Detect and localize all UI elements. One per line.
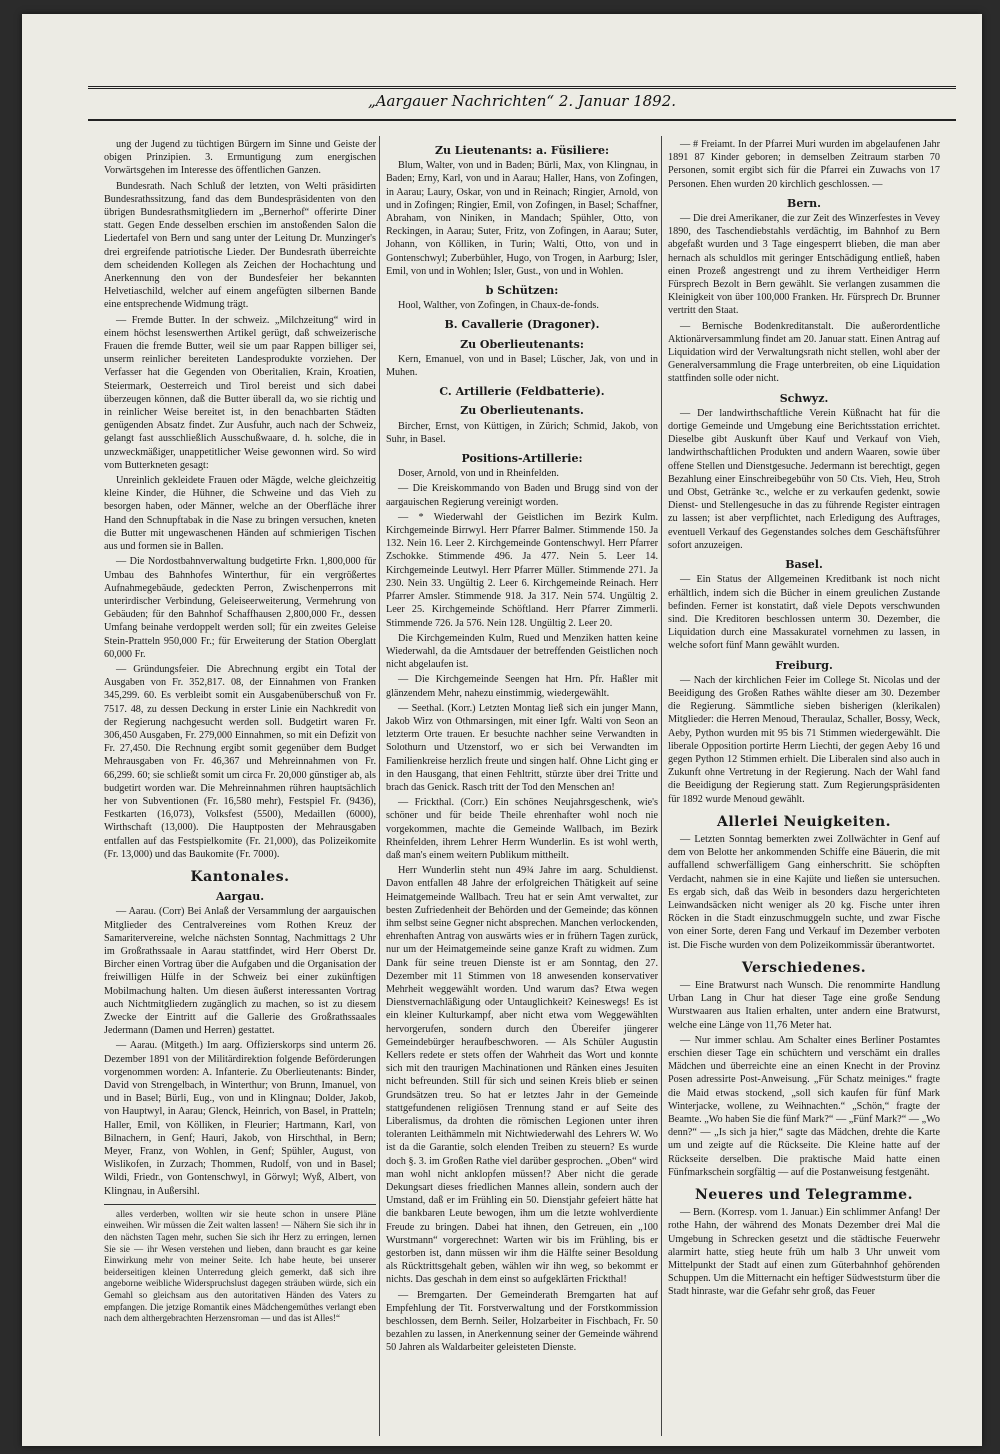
article-wiederwahl: — * Wiederwahl der Geistlichen im Bezirk Kulm. Kirchgemeinde Birrwyl. Herr Pfarrer Balmer. Stimmende 150. Ja 132. Nein 16. Leer 2. Kirchgemeinde Gontenschwyl. Herr Pfarrer Zschokke. Stimmende 496. Ja 477. Nein 5. Leer 14. Kirchgemeinde Leutwyl. Herr Pfarrer Müller. Stimmende 271. Ja 230. Nein 33. Ungültig 2. Leer 6. Kirchgemeinde Reinach. Herr Pfarrer Amsler. Stimmende 918. Ja 317. Nein 574. Ungültig 2. Leer 25. Kirchgemeinde Schöftland. Herr Pfarrer Zimmerli. Stimmende 726. Ja 576. Nein 128. Ungültig 2. Leer 20. — [386, 511, 658, 629]
article-fremde-butter: — Fremde Butter. In der schweiz. „Milchzeitung“ wird in einem höchst lesenswerthen Artikel gerügt, daß schweizerische Frauen die fremde Butter, weil sie um paar Rappen billiger sei, unserm reinlicher bereiteten Landesprodukte vorziehen. Der Verfasser hat die Gegenden von Oberitalien, Krain, Kroatien, Steiermark, Oesterreich und Tirol bereist und sich dabei überzeugen können, daß die Butter überall da, wo sie richtig und in reinlicher Weise bereitet ist, in den benachbarten Städten genügenden Absatz findet. Zur Ausfuhr, auch nach der Schweiz, gelangt fast ausschließlich Ausschußwaare, d. h. solche, die in unzweckmäßiger, unappetitlicher Weise gewonnen wird. So wird vom Butterkneten gesagt: — [104, 314, 376, 471]
page-header — [88, 86, 956, 121]
section-heading-verschiedenes: Verschiedenes. — [741, 959, 867, 976]
article-text: Bircher, Ernst, von Küttigen, in Zürich; Schmid, Jakob, von Suhr, in Basel. — [386, 420, 658, 445]
section-heading-schwyz: Schwyz. — [779, 391, 829, 405]
section-heading-kantonales: Kantonales. — [190, 868, 290, 885]
article-zollwaechter: — Letzten Sonntag bemerkten zwei Zollwächter in Genf auf dem von Belotte her ankommenden Schiffe eine Bäuerin, die mit auffallend schwerfälligem Gang einherschritt. Sie schöpften Verdacht, nahmen sie in eine Kajüte und ließen sie untersuchen. Es ergab sich, daß das Weib in besonders dazu hergerichteten Leinwandsäcken nicht weniger als 20 kg. Fische unter ihren Röcken in die Stadt einzuschmuggeln suchte, und zwar Fische von einer Sorte, deren Fang und Verkauf im Dezember verboten ist. Die Fische wurden von dem Polizeikommissär überantwortet. — [668, 833, 940, 951]
subheading-oberlieutenants: Zu Oberlieutenants: — [460, 337, 584, 351]
article-amerikaner: — Die drei Amerikaner, die zur Zeit des Winzerfestes in Vevey 1890, des Taschendiebstahls verdächtig, im Bahnhof zu Bern abgefaßt wurden und 3 Tage eingesperrt blieben, die man aber hernach als schuldlos mit geringer Entschädigung entließ, haben einen Prozeß angestrengt und zu ihrem Vertheidiger Herrn Fürsprech Bezolt in Bern gewählt. Sie verlangen zusammen die Kleinigkeit von über 100,000 Franken. Hr. Fürsprech Dr. Brunner vertritt den Staat. — [668, 213, 940, 317]
article-bremgarten: — Bremgarten. Der Gemeinderath Bremgarten hat auf Empfehlung der Tit. Forstverwaltung und der Forstkommission beschlossen, dem Bernh. Seiler, Holzarbeiter in Fischbach, Fr. 50 bezahlen zu lassen, in Anerkennung seiner der Gemeinde während 50 Jahren als Waldarbeiter geleisteten Dienste. — [386, 1289, 658, 1354]
column-1 — [104, 138, 376, 1434]
article-schlau: — Nur immer schlau. Am Schalter eines Berliner Postamtes erschien dieser Tage ein schüchtern und verschämt ein dralles Mädchen und überreichte eine an einen Knecht in der Provinz Posen adressirte Post-Anweisung. „Für Schatz meiniges.“ fragte die Maid etwas stockend, „soll sich kaufen für fünf Mark Winterjacke, wollene, zu Weihnachten.“ „Schön,“ fragte der Beamte. „Wo haben Sie die fünf Mark?“ — „Fünf Mark?“ — „Wo denn?“ — „Is sich ja hier,“ sagte das Mädchen, drehte die Karte um und zeigte auf die Rückseite. Die Kleine hatte auf der Rückseite derselben. Die praktische Maid hatte einen Fünfmarkschein sorgfältig — auf die Postanweisung festgenäht. — [668, 1034, 940, 1178]
column-divider — [379, 136, 380, 1436]
article-kuessnacht: — Der landwirthschaftliche Verein Küßnacht hat für die dortige Gemeinde und Umgebung eine Berichtsstation errichtet. Dieselbe gibt Auskunft über Kauf und Verkauf von Vieh, landwirthschaftlichen Produkten und andern Waaren, sowie über offene Stellen und Dienstgesuche. Jedermann ist berechtigt, gegen Bezahlung einer Einschreibegebühr von 50 Cts. Vieh, Heu, Stroh und Obst, Getränke ꝛc., welche er zu verkaufen gedenkt, sowie Dienst- und Stellengesuche in das zu führende Register eintragen zu lassen; ist aber verpflichtet, nach Erledigung des Auftrages, eventuell Verkauf des Gegenstandes solches dem Geschäftsführer sofort anzuzeigen. — [668, 407, 940, 551]
subheading-schuetzen: b Schützen: — [485, 284, 559, 298]
feuilleton-divider — [104, 1204, 376, 1205]
article-seengen: — Die Kirchgemeinde Seengen hat Hrn. Pfr. Haßler mit glänzendem Mehr, nahezu einstimmig, wiedergewählt. — [386, 674, 658, 699]
article-freiamt: — # Freiamt. In der Pfarrei Muri wurden im abgelaufenen Jahr 1891 87 Kinder geboren; in demselben Zeitraum starben 70 Personen, somit ergibt sich für die Pfarrei ein Zuwachs von 17 Personen. Ehen wurden 20 kirchlich geschlossen. — — [668, 139, 940, 190]
article-seethal: — Seethal. (Korr.) Letzten Montag ließ sich ein junger Mann, Jakob Wirz von Othmarsingen, mit einer Igfr. Walti von Seon an letzterm Orte trauen. Er besuchte nachher seine Verwandten in Solothurn und Utzenstorf, wo er sich bei Verwandten im Familienkreise herzlich freute und singen half. Ohne Licht ging er in den Hausgang, that einen Fehltritt, stürzte über drei Tritte und brach das Genick. Rasch tritt der Tod den Menschen an! — [386, 702, 658, 793]
article-text: Unreinlich gekleidete Frauen oder Mägde, welche gleichzeitig kleine Kinder, die Hühner, die Schweine und das Vieh zu besorgen haben, oder Männer, welche an der Oberfläche ihrer Hand den Schnupftabak in die Nase zu bringen versuchen, kneten die Butter mit ungewaschenen Händen auf schmierigen Tischen aus und formen sie in Ballen. — [104, 475, 376, 553]
subheading-positions-artillerie: Positions-Artillerie: — [461, 452, 583, 466]
article-text: Blum, Walter, von und in Baden; Bürli, Max, von Klingnau, in Baden; Erny, Karl, von und in Aarau; Haller, Hans, von Zofingen, in Aarau; Laury, Oskar, von und in Reinach; Ringier, Arnold, von und in Zofingen; Ringier, Emil, von Zofingen, in Basel; Schaffner, Abraham, von Niniken, in Mandach; Spühler, Otto, von Reckingen, in Aarau; Suter, Fritz, von Zofingen, in Aarau; Suter, Johann, von Kölliken, in Turin; Walti, Otto, von und in Gontenschwyl; Zuberbühler, Hugo, von Trogen, in Aarburg; Isler, Emil, von und in Wohlen; Isler, Gust., von und in Wohlen. — [386, 160, 658, 277]
article-bern-feuer: — Bern. (Korresp. vom 1. Januar.) Ein schlimmer Anfang! Der rothe Hahn, der während des Monats Dezember drei Mal die Umgebung in Schrecken gesetzt und die städtische Feuerwehr alarmirt hatte, stieg heute früh um halb 3 Uhr unweit vom Mittelpunkt der Stadt auf einen zum Güterbahnhof gehörenden Schuppen. Um die Mitternacht ein heftiger Südweststurm über die Stadt hinraste, war die Gefahr sehr groß, das Feuer — [668, 1207, 940, 1298]
column-3 — [668, 138, 940, 1434]
article-text: Die Kirchgemeinden Kulm, Rued und Menziken hatten keine Wiederwahl, da die Amtsdauer der betreffenden Geistlichen noch nicht abgelaufen ist. — [386, 632, 658, 671]
section-heading-basel: Basel. — [785, 558, 823, 572]
column-divider — [661, 136, 662, 1436]
article-kreditbank: — Ein Status der Allgemeinen Kreditbank ist noch nicht erhältlich, indem sich die Bücher in einem greulichen Zustande befinden. Ferner ist konstatirt, daß viele Depots verschwunden sind. Die Kreditoren beschlossen unterm 30. Dezember, die Liquidation durch eine Massakuratel vornehmen zu lassen, in welche sofort fünf Mann gewählt wurden. — [668, 574, 940, 652]
article-text: Kern, Emanuel, von und in Basel; Lüscher, Jak, von und in Muhen. — [386, 353, 658, 379]
newspaper-page — [22, 14, 982, 1446]
section-heading-freiburg: Freiburg. — [775, 658, 833, 672]
section-heading-bern: Bern. — [787, 196, 821, 210]
article-aarau-offizierskorps: — Aarau. (Mitgeth.) Im aarg. Offizierskorps sind unterm 26. Dezember 1891 von der Militärdirektion folgende Beförderungen vorgenommen worden: A. Infanterie. Zu Oberlieutenants: Binder, David von Strengelbach, in Winterthur; von Brunn, Imanuel, von und in Basel; Bürli, Eug., von und in Klingnau; Dolder, Jakob, von Hauptwyl, in Aarau; Glenck, Heinrich, von Basel, in Pratteln; Haller, Emil, von Kölliken, in Fleurier; Hartmann, Karl, von Bilnachern, in Genf; Hauri, Jakob, von Hirschthal, in Bern; Meyer, Franz, von Wohlen, in Genf; Spühler, August, von Wislikofen, in Zurzach; Thommen, Rudolf, von und in Basel; Wildi, Friedr., von Gontenschwyl, in Görwyl; Wyß, Albert, von Klingnau, in Außersihl. — [104, 1040, 376, 1197]
subheading-artillerie: C. Artillerie (Feldbatterie). — [439, 385, 605, 399]
article-text: Doser, Arnold, von und in Rheinfelden. — [398, 468, 559, 480]
feuilleton-text: alles verderben, wollten wir sie heute schon in unsere Pläne einweihen. Wir müssen die Zeit walten lassen! — Nähern Sie sich ihr in den nächsten Tagen mehr, suchen Sie sich ihr Herz zu erringen, lernen Sie sie — ihr Wesen verstehen und lieben, dann braucht es gar keine Einwirkung mehr von meiner Seite. Ich habe heute, bei unserer beiderseitigen kleinen Unterredung gleich gemerkt, daß sich ihre angeborne weibliche Widerspruchslust dagegen sträuben würde, sich ein Gemahl so gleichsam aus den autoritativen Händen des Vaters zu empfangen. Die jetzige Romantik eines Mädchengemüthes verlangt eben nach dem althergebrachten Herzensroman — und das ist Alles!“ — [104, 1208, 376, 1324]
article-bratwurst: — Eine Bratwurst nach Wunsch. Die renommirte Handlung Urban Lang in Chur hat dieser Tage eine große Sendung Wurstwaaren aus Italien erhalten, unter andern eine Bratwurst, welche eine Länge von 11,76 Meter hat. — [668, 979, 940, 1031]
section-heading-telegramme: Neueres und Telegramme. — [695, 1187, 913, 1204]
article-frickthal: — Frickthal. (Corr.) Ein schönes Neujahrsgeschenk, wie's schöner und für beide Theile ehrenhafter wohl noch nie vorgekommen, machte die Gemeinde Wallbach, im Bezirk Rheinfelden, ihrem Lehrer Herrn Wunderlin. Es ist wohl werth, daß man's einem weitern Publikum mittheilt. — [386, 797, 658, 861]
article-text: ung der Jugend zu tüchtigen Bürgern im Sinne und Geiste der obigen Prinzipien. 3. Ermuntigung zum energischen Vorwärtsgehen im Interesse des öffentlichen Ganzen. — [104, 139, 376, 177]
article-gruendungsfeier: — Gründungsfeier. Die Abrechnung ergibt ein Total der Ausgaben von Fr. 352,817. 08, der Einnahmen von Franken 345,299. 60. Es verbleibt somit ein Ausgabenüberschuß von Fr. 7517. 48, zu dessen Deckung in erster Linie ein Nachkredit von der Regierung nachgesucht werden soll. Budgetirt waren Fr. 306,450 Ausgaben, Fr. 279,000 Einnahmen, so mit ein Defizit von Fr. 27,450. Die Rechnung ergibt somit gegenüber dem Budget Mehrausgaben von Fr. 46,367 und Mehreinnahmen von Fr. 66,299. 60; sie schließt somit um circa Fr. 20,000 günstiger ab, als budgetirt worden war. Die Mehreinnahmen rühren hauptsächlich her von Subventionen (Fr. 16,580 mehr), Festspiel Fr. (9436), Festkarten (16,073), Volksfest (5500), Medaillen (6000), Wirthschaft (13,000). Die Hauptposten der Mehrausgaben entfallen auf das Festspielkomite (Fr. 21,000), das Polizeikomite (Fr. 13,000) und das Baukomite (Fr. 7000). — [104, 663, 376, 860]
column-2 — [386, 138, 658, 1434]
subheading-lieutenants: Zu Lieutenants: a. Füsiliere: — [434, 144, 610, 157]
section-heading-aargau: Aargau. — [215, 890, 265, 904]
article-text: Hool, Walther, von Zofingen, in Chaux-de-fonds. — [398, 300, 599, 312]
article-aarau-rotes-kreuz: — Aarau. (Corr) Bei Anlaß der Versammlung der aargauischen Mitglieder des Centralvereines vom Rothen Kreuz der Samaritervereine, welche nächsten Sonntag, Nachmittags 2 Uhr im Großrathssaale in Aarau stattfindet, wird Herr Oberst Dr. Bircher einen Vortrag über die Aufgaben und die Organisation der freiwilligen Hülfe in der Schweiz bei einer zukünftigen Mobilmachung halten. Um diesen äußerst interessanten Vortrag auch Nichtmitgliedern zugänglich zu machen, so ist zu diesem Zwecke der Eintritt auf die Gallerie des Großrathssaales Jedermann (Damen und Herren) gestattet. — [104, 906, 376, 1037]
article-kreiskommando: — Die Kreiskommando von Baden und Brugg sind von der aargauischen Regierung vereinigt worden. — [386, 483, 658, 508]
article-bundesrath: Bundesrath. Nach Schluß der letzten, von Welti präsidirten Bundesrathssitzung, fand das dem Bundespräsidenten von den übrigen Bundesrathsmitgliedern im „Bernerhof“ offerirte Diner statt. Gegen Ende desselben erschien im anstoßenden Salon die Liedertafel von Bern und sang unter der Leitung Dr. Munzinger's drei ergreifende patriotische Lieder. Der Bundesrath überreichte dem scheidenden Kollegen als Zeichen der Hochachtung und Anerkennung den von der Bundesfeier her bekannten Helvetiaschild, welcher auf einem angefügten silbernen Bande eine entsprechende Widmung trägt. — [104, 180, 376, 311]
section-heading-allerlei: Allerlei Neuigkeiten. — [716, 813, 892, 830]
article-text: Herr Wunderlin steht nun 49¾ Jahre im aarg. Schuldienst. Davon entfallen 48 Jahre der erfolgreichen Thätigkeit auf seine Heimatgemeinde Wallbach. Treu hat er sein Amt verwaltet, zur besten Zufriedenheit der Behörden und der Gemeinde; das können ihm selbst seine Gegner nicht absprechen. Manchen verlockenden, ehrenhaften Antrag von auswärts wies er in frühern Tagen zurück, nur um der Heimatgemeinde seine ganze Kraft zu widmen. Zum Dank für seine treuen Dienste ist er am Sonntag, den 27. Dezember mit 11 Stimmen von 18 anwesenden konservativer Mehrheit weggewählt worden. Und warum das? Etwa wegen Dienstvernachläßigung oder Untauglichkeit? Keineswegs! Es ist ein kleiner Kulturkampf, aber nicht etwa vom Weggewählten hervorgerufen, sondern durch den Übereifer jüngerer Gemeindebürger heraufbeschworen. — Als Schüler Augustin Kellers redete er stets offen der Wahrheit das Wort und konnte sich mit den traurigen Machinationen und Ränken eines Jesuiten nicht befreunden. Still für sich und seinen Kreis blieb er seinen Grundsätzen treu. So hat er letztes Jahr in der Gemeinde stattgefundenen religiösen Trennung stand er auf Seite des Liberalismus, da drohten die römischen Legionen unter ihren toleranten Leithämmeln mit Nichtwiederwahl des Lehrers W. Wo ist da die Garantie, solch elenden Treiben zu steuern? Es wurde doch §. 3. im Großen Rathe viel darüber gesprochen. „Oben“ wird man wohl nicht anklopfen müssen!? Aber nicht die gerade Dekungsart dieses friedlichen Mannes allein, sondern auch der Umstand, daß er im Frühling ein 50. Dienstjahr gefeiert hätte hat die bankbaren Leute bewogen, ihm um die letzte wohlverdiente Freude zu bringen. Dabei hat ihnen, den Getreuen, ein „100 Wurstmann“ vorgerechnet: Warten wir bis im Frühling, bis er gestorben ist, dann müssen wir ihm die Hälfte seiner Besoldung als Rücktrittsgehalt geben, wählen wir ihn weg, so bekommt er nichts. Das geschah in dem einst so aufgeklärten Frickthal! — [386, 865, 658, 1286]
subheading-oberlieutenants: Zu Oberlieutenants. — [460, 404, 584, 418]
article-bodenkreditanstalt: — Bernische Bodenkreditanstalt. Die außerordentliche Aktionärversammlung findet am 20. Januar statt. Einen Antrag auf Liquidation wird der Verwaltungsrath nicht stellen, wohl aber der Generalversammlung die Frage unterbreiten, ob eine Liquidation stattfinden solle oder nicht. — [668, 320, 940, 385]
header-title: „Aargauer Nachrichten“ 2. Januar 1892. — [367, 92, 677, 110]
article-nordostbahn: — Die Nordostbahnverwaltung budgetirte Frkn. 1,800,000 für Umbau des Bahnhofes Winterthur, für ein vergrößertes Aufnahmegebäude, gedeckten Perron, Zwischenperrons mit unterirdischer Verbindung, Geleiseerweiterung, Vermehrung von Gebäuden; für den Bahnhof Schaffhausen 2,800,000 Fr., dessen Umfang beinahe verdoppelt werden soll; für ein zweites Geleise Stein-Pratteln 950,000 Fr.; für Erweiterung der Station Oberglatt 60,000 Fr. — [104, 556, 376, 660]
article-freiburg-wahl: — Nach der kirchlichen Feier im College St. Nicolas und der Beeidigung des Großen Rathes wählte dieser am 30. Dezember die Regierung. Sämmtliche sieben bisherigen (klerikalen) Mitglieder: die Herren Menoud, Theraulaz, Schaller, Bossy, Weck, Aeby, Python wurden mit 95 bis 71 Stimmen wiedergewählt. Die liberale Opposition portirte Herrn Liechti, der gegen Aeby 16 und gegen Python 12 Stimmen erhielt. Die Liberalen sind also auch in Zukunft ohne Vertretung in der Regierung. Nach der Wahl fand die Beeidigung der Regierung statt. Zum Regierungspräsidenten für 1892 wurde Menoud gewählt. — [668, 674, 940, 805]
subheading-cavallerie: B. Cavallerie (Dragoner). — [444, 318, 600, 332]
